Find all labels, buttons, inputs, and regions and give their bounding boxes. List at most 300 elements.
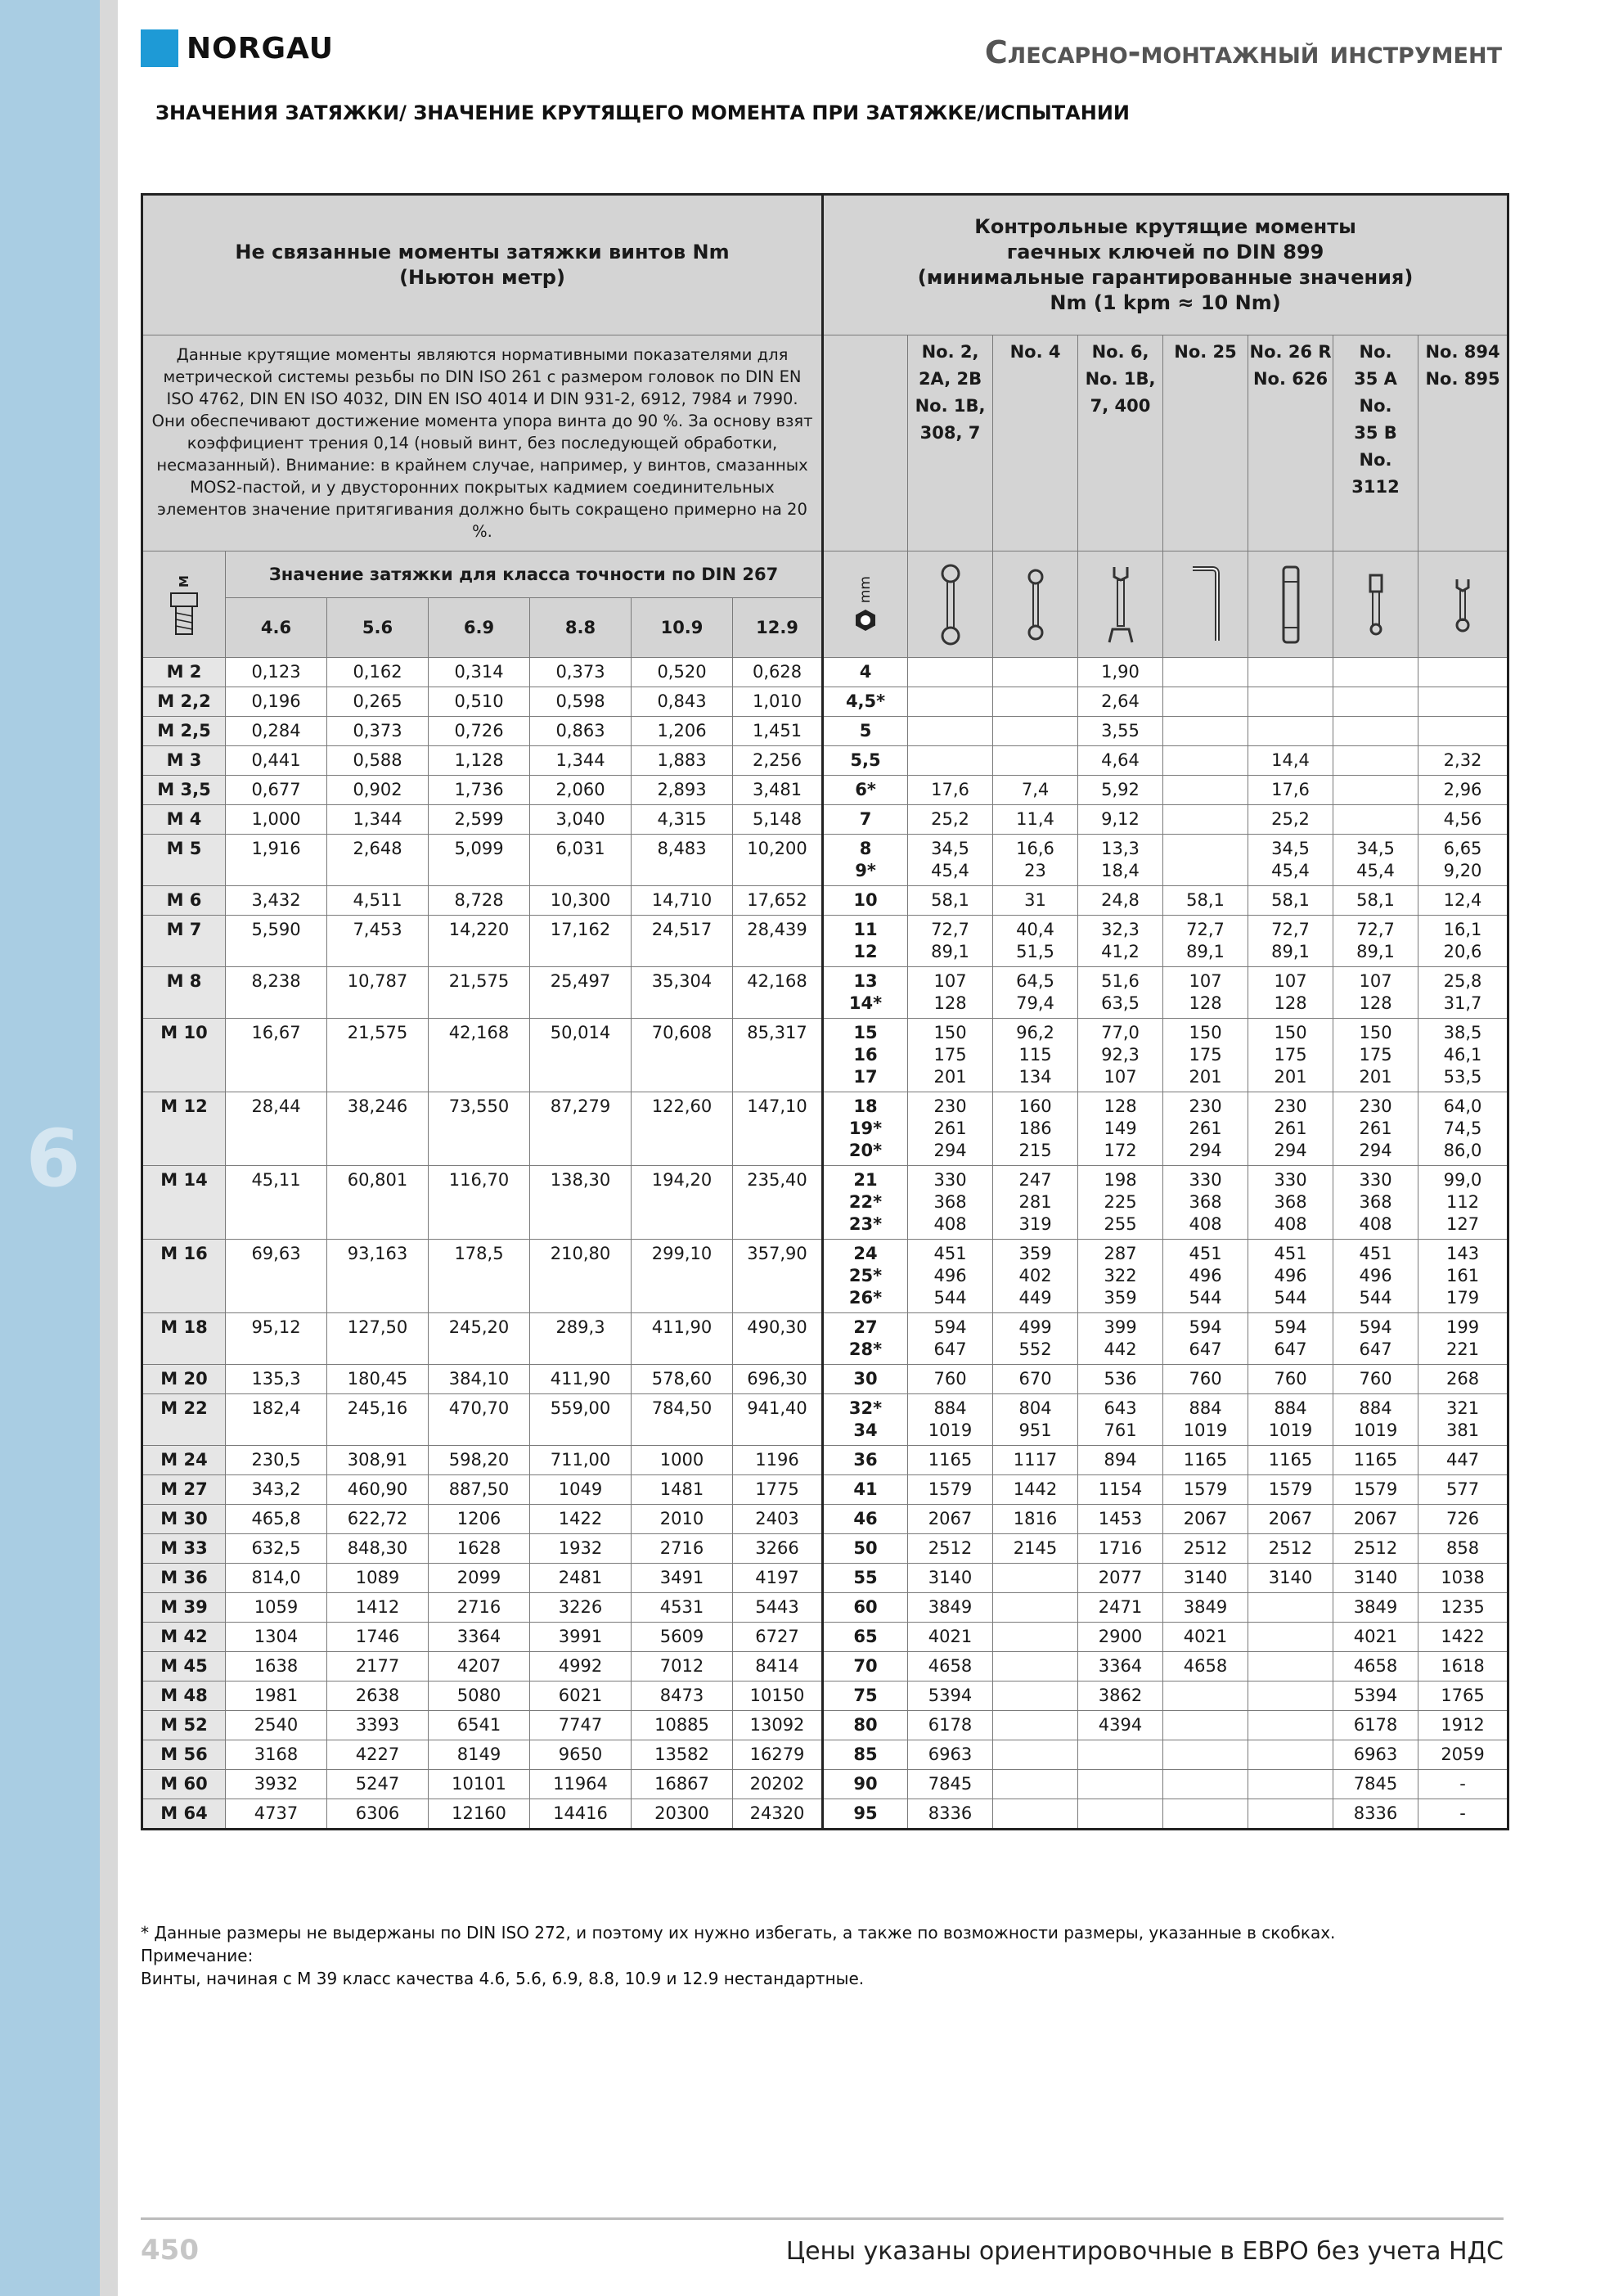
wrench-torque-cell: 99,0 112 127 [1418, 1166, 1508, 1240]
wrench-torque-cell: 230 261 294 [908, 1092, 993, 1166]
wrench-size-cell: 95 [823, 1799, 908, 1830]
wrench-torque-cell: 34,5 45,4 [908, 835, 993, 886]
torque-value-cell: 559,00 [530, 1394, 632, 1446]
table-row [142, 916, 1508, 967]
torque-value-cell: 1000 [632, 1446, 733, 1475]
torque-value-cell: 490,30 [733, 1313, 823, 1365]
torque-value-cell: 0,196 [226, 687, 327, 717]
torque-value-cell: 3,040 [530, 805, 632, 835]
wrench-torque-cell: 451 496 544 [1163, 1240, 1248, 1313]
wrench-torque-cell: 359 402 449 [993, 1240, 1078, 1313]
class-10-9: 10.9 [632, 598, 733, 658]
wrench-torque-cell [1163, 805, 1248, 835]
wrench-torque-cell: 150 175 201 [908, 1019, 993, 1092]
torque-value-cell: 1049 [530, 1475, 632, 1505]
wrench-torque-cell: 760 [1248, 1365, 1333, 1394]
wrench-torque-cell: 7845 [1333, 1770, 1418, 1799]
torque-value-cell: 93,163 [327, 1240, 429, 1313]
torque-value-cell: 69,63 [226, 1240, 327, 1313]
wrench-torque-cell: 594 647 [1163, 1313, 1248, 1365]
ring-wrench-icon-cell [908, 551, 993, 658]
wrench-torque-cell [993, 1593, 1078, 1623]
wrench-torque-cell: 760 [1333, 1365, 1418, 1394]
wrench-torque-cell [993, 1681, 1078, 1711]
wrench-torque-cell: 399 442 [1078, 1313, 1163, 1365]
wrench-torque-cell: 3140 [1163, 1564, 1248, 1593]
wrench-torque-cell [1078, 1799, 1163, 1830]
wrench-torque-cell: 594 647 [1333, 1313, 1418, 1365]
tool-number-2: No. 4 [993, 335, 1078, 551]
wrench-torque-cell: 3849 [1333, 1593, 1418, 1623]
wrench-torque-cell: 5394 [1333, 1681, 1418, 1711]
wrench-torque-cell: 1579 [908, 1475, 993, 1505]
wrench-torque-cell: 6963 [1333, 1740, 1418, 1770]
torque-value-cell: 13582 [632, 1740, 733, 1770]
wrench-torque-cell: 330 368 408 [1248, 1166, 1333, 1240]
torque-value-cell: 5,148 [733, 805, 823, 835]
wrench-torque-cell: 32,3 41,2 [1078, 916, 1163, 967]
torque-value-cell: 35,304 [632, 967, 733, 1019]
wrench-torque-cell: 72,7 89,1 [1333, 916, 1418, 967]
wrench-torque-cell: 760 [1163, 1365, 1248, 1394]
torque-value-cell: 4227 [327, 1740, 429, 1770]
class-title: Значение затяжки для класса точности по DIN 267 [226, 551, 823, 598]
torque-value-cell: 0,520 [632, 658, 733, 687]
wrench-torque-cell: 24,8 [1078, 886, 1163, 916]
wrench-torque-cell [908, 717, 993, 746]
thread-size-cell: M 48 [142, 1681, 226, 1711]
wrench-torque-cell: 34,5 45,4 [1333, 835, 1418, 886]
wrench-size-cell: 6* [823, 776, 908, 805]
torque-value-cell: 784,50 [632, 1394, 733, 1446]
left-title-line-1: Не связанные моменты затяжки винтов Nm [235, 241, 730, 263]
wrench-torque-cell: 199 221 [1418, 1313, 1508, 1365]
wrench-torque-cell [1248, 1681, 1333, 1711]
wrench-torque-cell [1078, 1740, 1163, 1770]
torque-value-cell: 3266 [733, 1534, 823, 1564]
table-row [142, 1623, 1508, 1652]
wrench-torque-cell: 884 1019 [1248, 1394, 1333, 1446]
wrench-torque-cell: 4658 [1163, 1652, 1248, 1681]
torque-value-cell: 180,45 [327, 1365, 429, 1394]
page-number: 450 [141, 2234, 199, 2267]
torque-value-cell: 5,590 [226, 916, 327, 967]
wrench-torque-cell: 107 128 [1333, 967, 1418, 1019]
left-gray-stripe [100, 0, 118, 2296]
wrench-torque-cell: 230 261 294 [1248, 1092, 1333, 1166]
wrench-torque-cell: 451 496 544 [1333, 1240, 1418, 1313]
torque-value-cell: 1089 [327, 1564, 429, 1593]
box-wrench-icon-cell [1333, 551, 1418, 658]
torque-value-cell: 4207 [429, 1652, 530, 1681]
price-note: Цены указаны ориентировочные в ЕВРО без учета НДС [785, 2237, 1504, 2266]
wrench-torque-cell: 2512 [1163, 1534, 1248, 1564]
wrench-size-cell: 11 12 [823, 916, 908, 967]
wrench-torque-cell: 150 175 201 [1163, 1019, 1248, 1092]
wrench-torque-cell [993, 687, 1078, 717]
wrench-torque-cell [993, 746, 1078, 776]
table-row [142, 746, 1508, 776]
torque-value-cell: 24,517 [632, 916, 733, 967]
table-row [142, 717, 1508, 746]
torque-value-cell: 0,373 [327, 717, 429, 746]
torque-value-cell: 3,432 [226, 886, 327, 916]
wrench-torque-cell: 6178 [908, 1711, 993, 1740]
wrench-size-cell: 50 [823, 1534, 908, 1564]
wrench-size-cell: 90 [823, 1770, 908, 1799]
wrench-torque-cell: 7845 [908, 1770, 993, 1799]
torque-value-cell: 87,279 [530, 1092, 632, 1166]
wrench-size-cell: 27 28* [823, 1313, 908, 1365]
wrench-torque-cell: 12,4 [1418, 886, 1508, 916]
wrench-torque-cell [1248, 1652, 1333, 1681]
torque-value-cell: 4,315 [632, 805, 733, 835]
torque-table-container [141, 193, 1504, 1830]
wrench-torque-cell: 2067 [1248, 1505, 1333, 1534]
socket-wrench-icon-cell [1248, 551, 1333, 658]
wrench-torque-cell: 64,0 74,5 86,0 [1418, 1092, 1508, 1166]
wrench-torque-cell: 58,1 [1333, 886, 1418, 916]
table-row [142, 1240, 1508, 1313]
torque-value-cell: 20300 [632, 1799, 733, 1830]
wrench-torque-cell: 13,3 18,4 [1078, 835, 1163, 886]
torque-value-cell: 465,8 [226, 1505, 327, 1534]
wrench-torque-cell: 287 322 359 [1078, 1240, 1163, 1313]
tool-number-1: No. 2, 2A, 2B No. 1B, 308, 7 [908, 335, 993, 551]
wrench-torque-cell: 1716 [1078, 1534, 1163, 1564]
table-row [142, 1799, 1508, 1830]
table-row [142, 967, 1508, 1019]
wrench-torque-cell: 14,4 [1248, 746, 1333, 776]
torque-value-cell: 10,200 [733, 835, 823, 886]
wrench-torque-cell [993, 1623, 1078, 1652]
hex-nut-icon [853, 608, 878, 633]
table-row [142, 886, 1508, 916]
torque-value-cell: 45,11 [226, 1166, 327, 1240]
torque-value-cell: 3991 [530, 1623, 632, 1652]
wrench-torque-cell [1248, 687, 1333, 717]
wrench-torque-cell: 8336 [908, 1799, 993, 1830]
wrench-torque-cell: 1422 [1418, 1623, 1508, 1652]
wrench-torque-cell [1163, 687, 1248, 717]
wrench-torque-cell [1163, 1799, 1248, 1830]
footnote-asterisk: * Данные размеры не выдержаны по DIN ISO 272, и поэтому их нужно избегать, а также по возможности размеры, указанные в скобках. [141, 1923, 1336, 1943]
ring-wrench-icon [938, 564, 963, 646]
torque-value-cell: 578,60 [632, 1365, 733, 1394]
tool-number-4: No. 25 [1163, 335, 1248, 551]
wrench-torque-cell [993, 1564, 1078, 1593]
torque-value-cell: 24320 [733, 1799, 823, 1830]
wrench-torque-cell: 451 496 544 [908, 1240, 993, 1313]
wrench-size-cell: 15 16 17 [823, 1019, 908, 1092]
torque-value-cell: 6,031 [530, 835, 632, 886]
wrench-torque-cell: 594 647 [908, 1313, 993, 1365]
wrench-torque-cell: 536 [1078, 1365, 1163, 1394]
wrench-torque-cell: 150 175 201 [1333, 1019, 1418, 1092]
torque-value-cell: 814,0 [226, 1564, 327, 1593]
brand-logo [141, 29, 334, 67]
torque-value-cell: 357,90 [733, 1240, 823, 1313]
torque-value-cell: 194,20 [632, 1166, 733, 1240]
thread-size-cell: M 18 [142, 1313, 226, 1365]
torque-value-cell: 2716 [632, 1534, 733, 1564]
wrench-torque-cell: 1165 [1333, 1446, 1418, 1475]
torque-value-cell: 28,44 [226, 1092, 327, 1166]
torque-value-cell: 6021 [530, 1681, 632, 1711]
wrench-size-cell: 8 9* [823, 835, 908, 886]
footer-rule [141, 2217, 1504, 2220]
wrench-torque-cell: 128 149 172 [1078, 1092, 1163, 1166]
left-title-cell [142, 195, 823, 335]
wrench-torque-cell: 4021 [1163, 1623, 1248, 1652]
wrench-torque-cell [1418, 717, 1508, 746]
wrench-size-cell: 75 [823, 1681, 908, 1711]
wrench-torque-cell: 3140 [1333, 1564, 1418, 1593]
box-wrench-icon [1364, 572, 1388, 637]
torque-value-cell: 6727 [733, 1623, 823, 1652]
class-6-9: 6.9 [429, 598, 530, 658]
wrench-torque-cell [1248, 1770, 1333, 1799]
thread-size-cell: M 10 [142, 1019, 226, 1092]
wrench-torque-cell: 7,4 [993, 776, 1078, 805]
torque-value-cell: 11964 [530, 1770, 632, 1799]
torque-value-cell: 25,497 [530, 967, 632, 1019]
wrench-size-cell: 41 [823, 1475, 908, 1505]
mm-label: mm [857, 576, 874, 604]
table-row [142, 776, 1508, 805]
torque-value-cell: 21,575 [429, 967, 530, 1019]
torque-value-cell: 1628 [429, 1534, 530, 1564]
torque-value-cell: 2716 [429, 1593, 530, 1623]
wrench-torque-cell [1333, 805, 1418, 835]
class-5-6: 5.6 [327, 598, 429, 658]
torque-value-cell: 1412 [327, 1593, 429, 1623]
torque-value-cell: 0,726 [429, 717, 530, 746]
wrench-torque-cell: 577 [1418, 1475, 1508, 1505]
wrench-torque-cell: 143 161 179 [1418, 1240, 1508, 1313]
torque-value-cell: 0,162 [327, 658, 429, 687]
wrench-torque-cell [1418, 687, 1508, 717]
torque-value-cell: 3932 [226, 1770, 327, 1799]
torque-value-cell: 38,246 [327, 1092, 429, 1166]
torque-value-cell: 1746 [327, 1623, 429, 1652]
wrench-torque-cell: 16,6 23 [993, 835, 1078, 886]
wrench-torque-cell [993, 1799, 1078, 1830]
wrench-torque-cell: 330 368 408 [1333, 1166, 1418, 1240]
tool-no-spacer [823, 335, 908, 551]
wrench-size-cell: 36 [823, 1446, 908, 1475]
torque-value-cell: 5609 [632, 1623, 733, 1652]
thread-size-cell: M 12 [142, 1092, 226, 1166]
wrench-torque-cell: 58,1 [1163, 886, 1248, 916]
wrench-torque-cell: 150 175 201 [1248, 1019, 1333, 1092]
torque-value-cell: 1981 [226, 1681, 327, 1711]
torque-value-cell: 2,599 [429, 805, 530, 835]
torque-value-cell: 50,014 [530, 1019, 632, 1092]
thread-size-cell: M 30 [142, 1505, 226, 1534]
wrench-torque-cell: 247 281 319 [993, 1166, 1078, 1240]
torque-value-cell: 3168 [226, 1740, 327, 1770]
wrench-torque-cell [908, 658, 993, 687]
torque-value-cell: 0,588 [327, 746, 429, 776]
torque-value-cell: 848,30 [327, 1534, 429, 1564]
wrench-torque-cell: 25,2 [1248, 805, 1333, 835]
wrench-torque-cell: 4021 [908, 1623, 993, 1652]
table-row [142, 1475, 1508, 1505]
torque-value-cell: 0,284 [226, 717, 327, 746]
torque-value-cell: 21,575 [327, 1019, 429, 1092]
torque-value-cell: 1,451 [733, 717, 823, 746]
torque-value-cell: 308,91 [327, 1446, 429, 1475]
table-row [142, 1652, 1508, 1681]
torque-value-cell: 598,20 [429, 1446, 530, 1475]
wrench-torque-cell: - [1418, 1799, 1508, 1830]
tool-number-3: No. 6, No. 1B, 7, 400 [1078, 335, 1163, 551]
thread-size-cell: M 7 [142, 916, 226, 967]
wrench-torque-cell: 77,0 92,3 107 [1078, 1019, 1163, 1092]
open-end-wrench-icon [1104, 564, 1137, 646]
torque-value-cell: 14,220 [429, 916, 530, 967]
torque-value-cell: 632,5 [226, 1534, 327, 1564]
torque-value-cell: 42,168 [429, 1019, 530, 1092]
bolt-icon-cell [142, 551, 226, 658]
wrench-torque-cell: 1442 [993, 1475, 1078, 1505]
torque-value-cell: 470,70 [429, 1394, 530, 1446]
wrench-torque-cell: 6963 [908, 1740, 993, 1770]
wrench-torque-cell: 1618 [1418, 1652, 1508, 1681]
wrench-torque-cell [1333, 776, 1418, 805]
table-row [142, 1166, 1508, 1240]
table-row [142, 1681, 1508, 1711]
torque-value-cell: 711,00 [530, 1446, 632, 1475]
torque-value-cell: 4197 [733, 1564, 823, 1593]
table-row [142, 1534, 1508, 1564]
wrench-torque-cell [993, 717, 1078, 746]
wrench-torque-cell: 4021 [1333, 1623, 1418, 1652]
wrench-size-cell: 24 25* 26* [823, 1240, 908, 1313]
section-number: 6 [25, 1113, 81, 1204]
torque-value-cell: 2,648 [327, 835, 429, 886]
footnote [141, 1921, 1515, 1990]
torque-value-cell: 1,000 [226, 805, 327, 835]
thread-size-cell: M 24 [142, 1446, 226, 1475]
torque-value-cell: 1,883 [632, 746, 733, 776]
torque-value-cell: 411,90 [530, 1365, 632, 1394]
wrench-torque-cell: 451 496 544 [1248, 1240, 1333, 1313]
wrench-torque-cell: 1816 [993, 1505, 1078, 1534]
class-12-9: 12.9 [733, 598, 823, 658]
wrench-size-cell: 55 [823, 1564, 908, 1593]
torque-value-cell: 1422 [530, 1505, 632, 1534]
torque-value-cell: 2403 [733, 1505, 823, 1534]
table-row [142, 1564, 1508, 1593]
torque-value-cell: 17,652 [733, 886, 823, 916]
torque-value-cell: 8,728 [429, 886, 530, 916]
torque-value-cell: 2638 [327, 1681, 429, 1711]
wrench-torque-cell: 1,90 [1078, 658, 1163, 687]
wrench-torque-cell: 1154 [1078, 1475, 1163, 1505]
bolt-icon [168, 592, 200, 637]
torque-value-cell: 411,90 [632, 1313, 733, 1365]
thread-size-cell: M 33 [142, 1534, 226, 1564]
torque-value-cell: 1,344 [327, 805, 429, 835]
thread-size-cell: M 42 [142, 1623, 226, 1652]
wrench-torque-cell: 1912 [1418, 1711, 1508, 1740]
wrench-torque-cell: 17,6 [908, 776, 993, 805]
torque-value-cell: 17,162 [530, 916, 632, 967]
wrench-torque-cell: 107 128 [1248, 967, 1333, 1019]
wrench-size-cell: 4,5* [823, 687, 908, 717]
torque-value-cell: 0,373 [530, 658, 632, 687]
wrench-size-cell: 60 [823, 1593, 908, 1623]
wrench-torque-cell [993, 1740, 1078, 1770]
torque-value-cell: 10,300 [530, 886, 632, 916]
wrench-torque-cell [1248, 1623, 1333, 1652]
wrench-torque-cell: 1117 [993, 1446, 1078, 1475]
thread-size-cell: M 56 [142, 1740, 226, 1770]
wrench-torque-cell [1248, 1740, 1333, 1770]
torque-value-cell: 1,206 [632, 717, 733, 746]
right-title-line-1: Контрольные крутящие моменты [974, 215, 1356, 238]
torque-value-cell: 7747 [530, 1711, 632, 1740]
wrench-torque-cell [993, 658, 1078, 687]
torque-value-cell: 10150 [733, 1681, 823, 1711]
wrench-torque-cell: 40,4 51,5 [993, 916, 1078, 967]
thread-size-cell: M 3 [142, 746, 226, 776]
wrench-torque-cell: 17,6 [1248, 776, 1333, 805]
wrench-size-cell: 65 [823, 1623, 908, 1652]
torque-value-cell: 8,483 [632, 835, 733, 886]
torque-value-cell: 20202 [733, 1770, 823, 1799]
wrench-torque-cell: 1765 [1418, 1681, 1508, 1711]
torque-value-cell: 3491 [632, 1564, 733, 1593]
torque-value-cell: 5443 [733, 1593, 823, 1623]
torque-value-cell: 3226 [530, 1593, 632, 1623]
torque-value-cell: 230,5 [226, 1446, 327, 1475]
torque-value-cell: 4737 [226, 1799, 327, 1830]
wrench-size-cell: 70 [823, 1652, 908, 1681]
wrench-torque-cell [1163, 717, 1248, 746]
wrench-torque-cell: 804 951 [993, 1394, 1078, 1446]
wrench-torque-cell: 858 [1418, 1534, 1508, 1564]
table-row [142, 835, 1508, 886]
wrench-torque-cell: 4658 [1333, 1652, 1418, 1681]
wrench-torque-cell [993, 1711, 1078, 1740]
torque-value-cell: 16,67 [226, 1019, 327, 1092]
torque-value-cell: 622,72 [327, 1505, 429, 1534]
torque-value-cell: 6541 [429, 1711, 530, 1740]
wrench-torque-cell: 2512 [1248, 1534, 1333, 1564]
torque-value-cell: 0,677 [226, 776, 327, 805]
thread-size-cell: M 4 [142, 805, 226, 835]
wrench-torque-cell: 5,92 [1078, 776, 1163, 805]
wrench-torque-cell: 594 647 [1248, 1313, 1333, 1365]
torque-value-cell: 2481 [530, 1564, 632, 1593]
thread-size-cell: M 16 [142, 1240, 226, 1313]
wrench-torque-cell [1333, 717, 1418, 746]
torque-value-cell: 460,90 [327, 1475, 429, 1505]
torque-value-cell: 0,510 [429, 687, 530, 717]
thread-size-cell: M 39 [142, 1593, 226, 1623]
right-title-line-2: гаечных ключей по DIN 899 [1006, 241, 1324, 263]
torque-value-cell: 0,314 [429, 658, 530, 687]
wrench-torque-cell [1248, 717, 1333, 746]
torque-value-cell: 1206 [429, 1505, 530, 1534]
torque-value-cell: 0,441 [226, 746, 327, 776]
torque-value-cell: 122,60 [632, 1092, 733, 1166]
footnote-note-text: Винты, начиная с М 39 класс качества 4.6, 5.6, 6.9, 8.8, 10.9 и 12.9 нестандартные. [141, 1969, 865, 1988]
wrench-torque-cell: 25,8 31,7 [1418, 967, 1508, 1019]
